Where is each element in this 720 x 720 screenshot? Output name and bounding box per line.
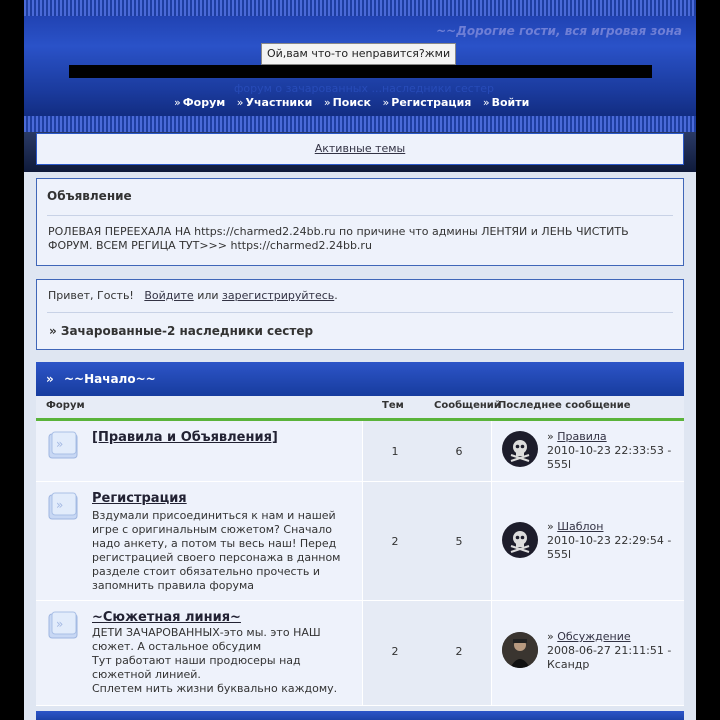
last-post-author: 555l xyxy=(547,548,572,561)
greeting-line: Привет, Гость! Войдите или зарегистрируйтесь. xyxy=(48,289,338,302)
last-post-author: 555l xyxy=(547,458,572,471)
page xyxy=(24,0,696,720)
forum-list xyxy=(36,421,684,706)
forum-description: Вздумали присоединиться к нам и нашей игре с оригинальным сюжетом? Сначало надо анкету, а потом ты весь наш! Перед регистрацией своего персонажа в данном разделе стоит обязательно прочесть и запомнить правила форума xyxy=(92,509,341,592)
arrow-icon: » xyxy=(547,520,558,533)
forum-description: ДЕТИ ЗАЧАРОВАННЫХ-это мы. это НАШ сюжет. А остальное обсудим Тут работают наши продюсеры над сюжетной линией. Сплетем нить жизни буквально каждому. xyxy=(92,626,338,695)
breadcrumb: » Зачарованные-2 наследники сестер xyxy=(49,324,314,338)
last-post-info xyxy=(547,520,681,562)
nav-arrow-icon: » xyxy=(482,96,490,109)
nav-members[interactable]: Участники xyxy=(245,96,313,109)
announcement-panel xyxy=(36,178,684,266)
category-header xyxy=(36,362,684,396)
forum-folder-icon xyxy=(48,431,78,459)
topics-count: 2 xyxy=(391,645,399,658)
register-link[interactable]: зарегистрируйтесь xyxy=(222,289,335,302)
last-post-info xyxy=(547,630,681,672)
nav-arrow-icon: » xyxy=(382,96,390,109)
last-topic-link[interactable]: Обсуждение xyxy=(557,630,631,643)
banner-ghost-text: форум о зачарованных ...наследники сестер xyxy=(234,82,495,95)
forum-folder-icon xyxy=(48,492,78,520)
forum-folder-icon xyxy=(48,611,78,639)
announcement-body: РОЛЕВАЯ ПЕРЕЕХАЛА НА https://charmed2.24bb.ru по причине что админы ЛЕНТЯИ и ЛЕНЬ ЧИСТИТЬ ФОРУМ. ВСЕМ РЕГИЦА ТУТ>>> https://charmed2.24bb.ru xyxy=(48,225,629,252)
posts-count: 2 xyxy=(455,645,463,658)
topics-count: 1 xyxy=(391,445,399,458)
nav-arrow-icon: » xyxy=(174,96,181,109)
last-post-date: 2008-06-27 21:11:51 - xyxy=(547,644,672,657)
divider xyxy=(47,215,673,216)
last-post-date: 2010-10-23 22:33:53 - xyxy=(547,444,672,457)
svg-text:»: » xyxy=(56,498,64,512)
arrow-icon: » xyxy=(547,630,558,643)
forum-title-link[interactable]: Регистрация xyxy=(92,491,187,506)
last-topic-link[interactable]: Шаблон xyxy=(557,520,604,533)
nav-login[interactable]: Войти xyxy=(491,96,530,109)
col-topics: Тем xyxy=(382,400,404,411)
greeting-panel xyxy=(36,279,684,350)
col-last-post: Последнее сообщение xyxy=(498,400,631,411)
active-topics-box xyxy=(36,133,684,165)
login-link[interactable]: Войдите xyxy=(144,289,194,302)
forum-title-link[interactable]: [Правила и Объявления] xyxy=(92,430,278,445)
skull-icon xyxy=(502,522,538,558)
table-header xyxy=(36,396,684,421)
forum-row xyxy=(36,601,684,706)
popup-button[interactable]: Ой,вам что-то нenравится?жми xyxy=(261,43,456,65)
active-topics-link[interactable]: Активные темы xyxy=(314,142,406,155)
nav-register[interactable]: Регистрация xyxy=(391,96,472,109)
next-category-header xyxy=(36,711,684,720)
greeting-text: Привет, Гость! xyxy=(48,289,134,302)
topics-count: 2 xyxy=(391,535,399,548)
divider xyxy=(47,312,673,313)
person-photo-icon xyxy=(502,632,538,668)
forum-title-link[interactable]: ~Сюжетная линия~ xyxy=(92,610,241,625)
last-post-date: 2010-10-23 22:29:54 - xyxy=(547,534,672,547)
col-forum: Форум xyxy=(46,400,85,411)
category-title: ~~Начало~~ xyxy=(63,372,156,386)
svg-text:»: » xyxy=(56,617,64,631)
announcement-title: Объявление xyxy=(47,189,132,203)
last-post-info xyxy=(547,430,681,472)
main-nav xyxy=(174,96,537,109)
posts-count: 6 xyxy=(455,445,463,458)
category-arrow-icon: » xyxy=(46,372,54,386)
black-bar xyxy=(69,65,652,78)
marquee-text: ~~Дорогие гости, вся игровая зона xyxy=(436,24,682,38)
or-text: или xyxy=(197,289,219,302)
last-post-author: Ксандр xyxy=(547,658,590,671)
header-banner xyxy=(24,0,696,132)
col-posts: Сообщений xyxy=(434,400,501,411)
posts-count: 5 xyxy=(455,535,463,548)
nav-arrow-icon: » xyxy=(323,96,331,109)
header-stripe-top xyxy=(24,0,696,16)
svg-text:»: » xyxy=(56,437,64,451)
forum-row xyxy=(36,482,684,601)
nav-search[interactable]: Поиск xyxy=(332,96,372,109)
skull-icon xyxy=(502,431,538,467)
nav-arrow-icon: » xyxy=(236,96,244,109)
forum-row xyxy=(36,421,684,482)
nav-forum[interactable]: Форум xyxy=(182,96,226,109)
last-topic-link[interactable]: Правила xyxy=(557,430,607,443)
arrow-icon: » xyxy=(547,430,558,443)
header-stripe-bottom xyxy=(24,116,696,132)
